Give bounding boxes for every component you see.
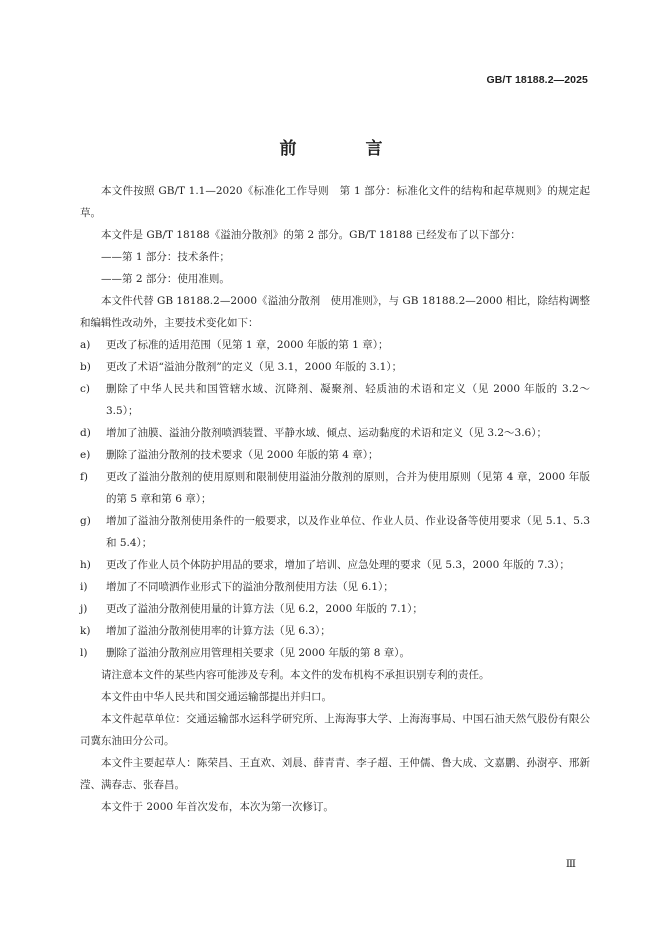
change-text: 增加了溢油分散剂使用率的计算方法（见 6.3）； <box>106 625 331 637</box>
change-item <box>80 576 590 598</box>
paragraph-history: 本文件于 2000 年首次发布，本次为第一次修订。 <box>101 801 334 813</box>
change-item <box>80 554 590 576</box>
change-item <box>80 356 590 378</box>
change-label: e) <box>80 449 91 461</box>
change-text: 删除了中华人民共和国管辖水域、沉降剂、凝聚剂、轻质油的术语和定义（见 2000 年版的 3.2～3.5）； <box>106 383 590 417</box>
paragraph-drafting-rules: 本文件按照 GB/T 1.1—2020《标准化工作导则 第 1 部分：标准化文件的结构和起草规则》的规定起草。 <box>80 185 590 219</box>
change-label: f) <box>80 471 88 483</box>
change-text: 增加了油膜、溢油分散剂喷洒装置、平静水域、倾点、运动黏度的术语和定义（见 3.2～3.6）； <box>106 427 547 439</box>
change-text: 删除了溢油分散剂的技术要求（见 2000 年版的第 4 章）； <box>106 449 379 461</box>
standard-number: GB/T 18188.2—2025 <box>486 74 588 86</box>
change-label: j) <box>80 603 88 615</box>
change-text: 更改了溢油分散剂的使用原则和限制使用溢油分散剂的原则，合并为使用原则（见第 4 章，2000 年版的第 5 章和第 6 章）； <box>106 471 590 505</box>
change-item <box>80 334 590 356</box>
change-item <box>80 620 590 642</box>
paragraph-drafting-units: 本文件起草单位：交通运输部水运科学研究所、上海海事大学、上海海事局、中国石油天然气股份有限公司冀东油田分公司。 <box>80 713 590 747</box>
changes-list <box>80 334 590 664</box>
change-item <box>80 444 590 466</box>
change-text: 删除了溢油分散剂应用管理相关要求（见 2000 年版的第 8 章）。 <box>106 647 411 659</box>
page-number: Ⅲ <box>565 858 576 870</box>
change-item <box>80 466 590 510</box>
change-label: h) <box>80 559 91 571</box>
paragraph-proposer: 本文件由中华人民共和国交通运输部提出并归口。 <box>101 691 332 703</box>
change-text: 增加了不同喷洒作业形式下的溢油分散剂使用方法（见 6.1）； <box>106 581 394 593</box>
change-label: b) <box>80 361 91 373</box>
paragraph-patent-notice: 请注意本文件的某些内容可能涉及专利。本文件的发布机构不承担识别专利的责任。 <box>101 669 490 681</box>
change-label: k) <box>80 625 91 637</box>
part-list-item: ——第 2 部分：使用准则。 <box>101 273 230 285</box>
change-label: g) <box>80 515 91 527</box>
change-label: d) <box>80 427 91 439</box>
change-label: c) <box>80 383 90 395</box>
change-item <box>80 510 590 554</box>
part-list-item: ——第 1 部分：技术条件； <box>101 251 230 263</box>
change-item <box>80 598 590 620</box>
change-item <box>80 642 590 664</box>
change-label: l) <box>80 647 88 659</box>
change-item <box>80 378 590 422</box>
change-text: 增加了溢油分散剂使用条件的一般要求，以及作业单位、作业人员、作业设备等使用要求（见 5.1、5.3 和 5.4）； <box>106 515 590 549</box>
change-text: 更改了术语“溢油分散剂”的定义（见 3.1，2000 年版的 3.1）； <box>106 361 403 373</box>
foreword-body <box>80 180 590 818</box>
paragraph-drafters: 本文件主要起草人：陈荣昌、王直欢、刘晨、薛青青、李子超、王仲儒、鲁大成、文嘉鹏、孙澍亭、邢新滢、满春志、张春昌。 <box>80 757 590 791</box>
change-text: 更改了作业人员个体防护用品的要求，增加了培训、应急处理的要求（见 5.3，2000 年版的 7.3）； <box>106 559 570 571</box>
change-label: i) <box>80 581 88 593</box>
change-item <box>80 422 590 444</box>
change-text: 更改了溢油分散剂使用量的计算方法（见 6.2，2000 年版的 7.1）； <box>106 603 423 615</box>
paragraph-part-info: 本文件是 GB/T 18188《溢油分散剂》的第 2 部分。GB/T 18188 已经发布了以下部分： <box>101 229 521 241</box>
change-label: a) <box>80 339 91 351</box>
change-text: 更改了标准的适用范围（见第 1 章，2000 年版的第 1 章）； <box>106 339 389 351</box>
page-title: 前 言 <box>279 139 409 159</box>
paragraph-replacement: 本文件代替 GB 18188.2—2000《溢油分散剂 使用准则》，与 GB 18188.2—2000 相比，除结构调整和编辑性改动外，主要技术变化如下： <box>80 295 590 329</box>
